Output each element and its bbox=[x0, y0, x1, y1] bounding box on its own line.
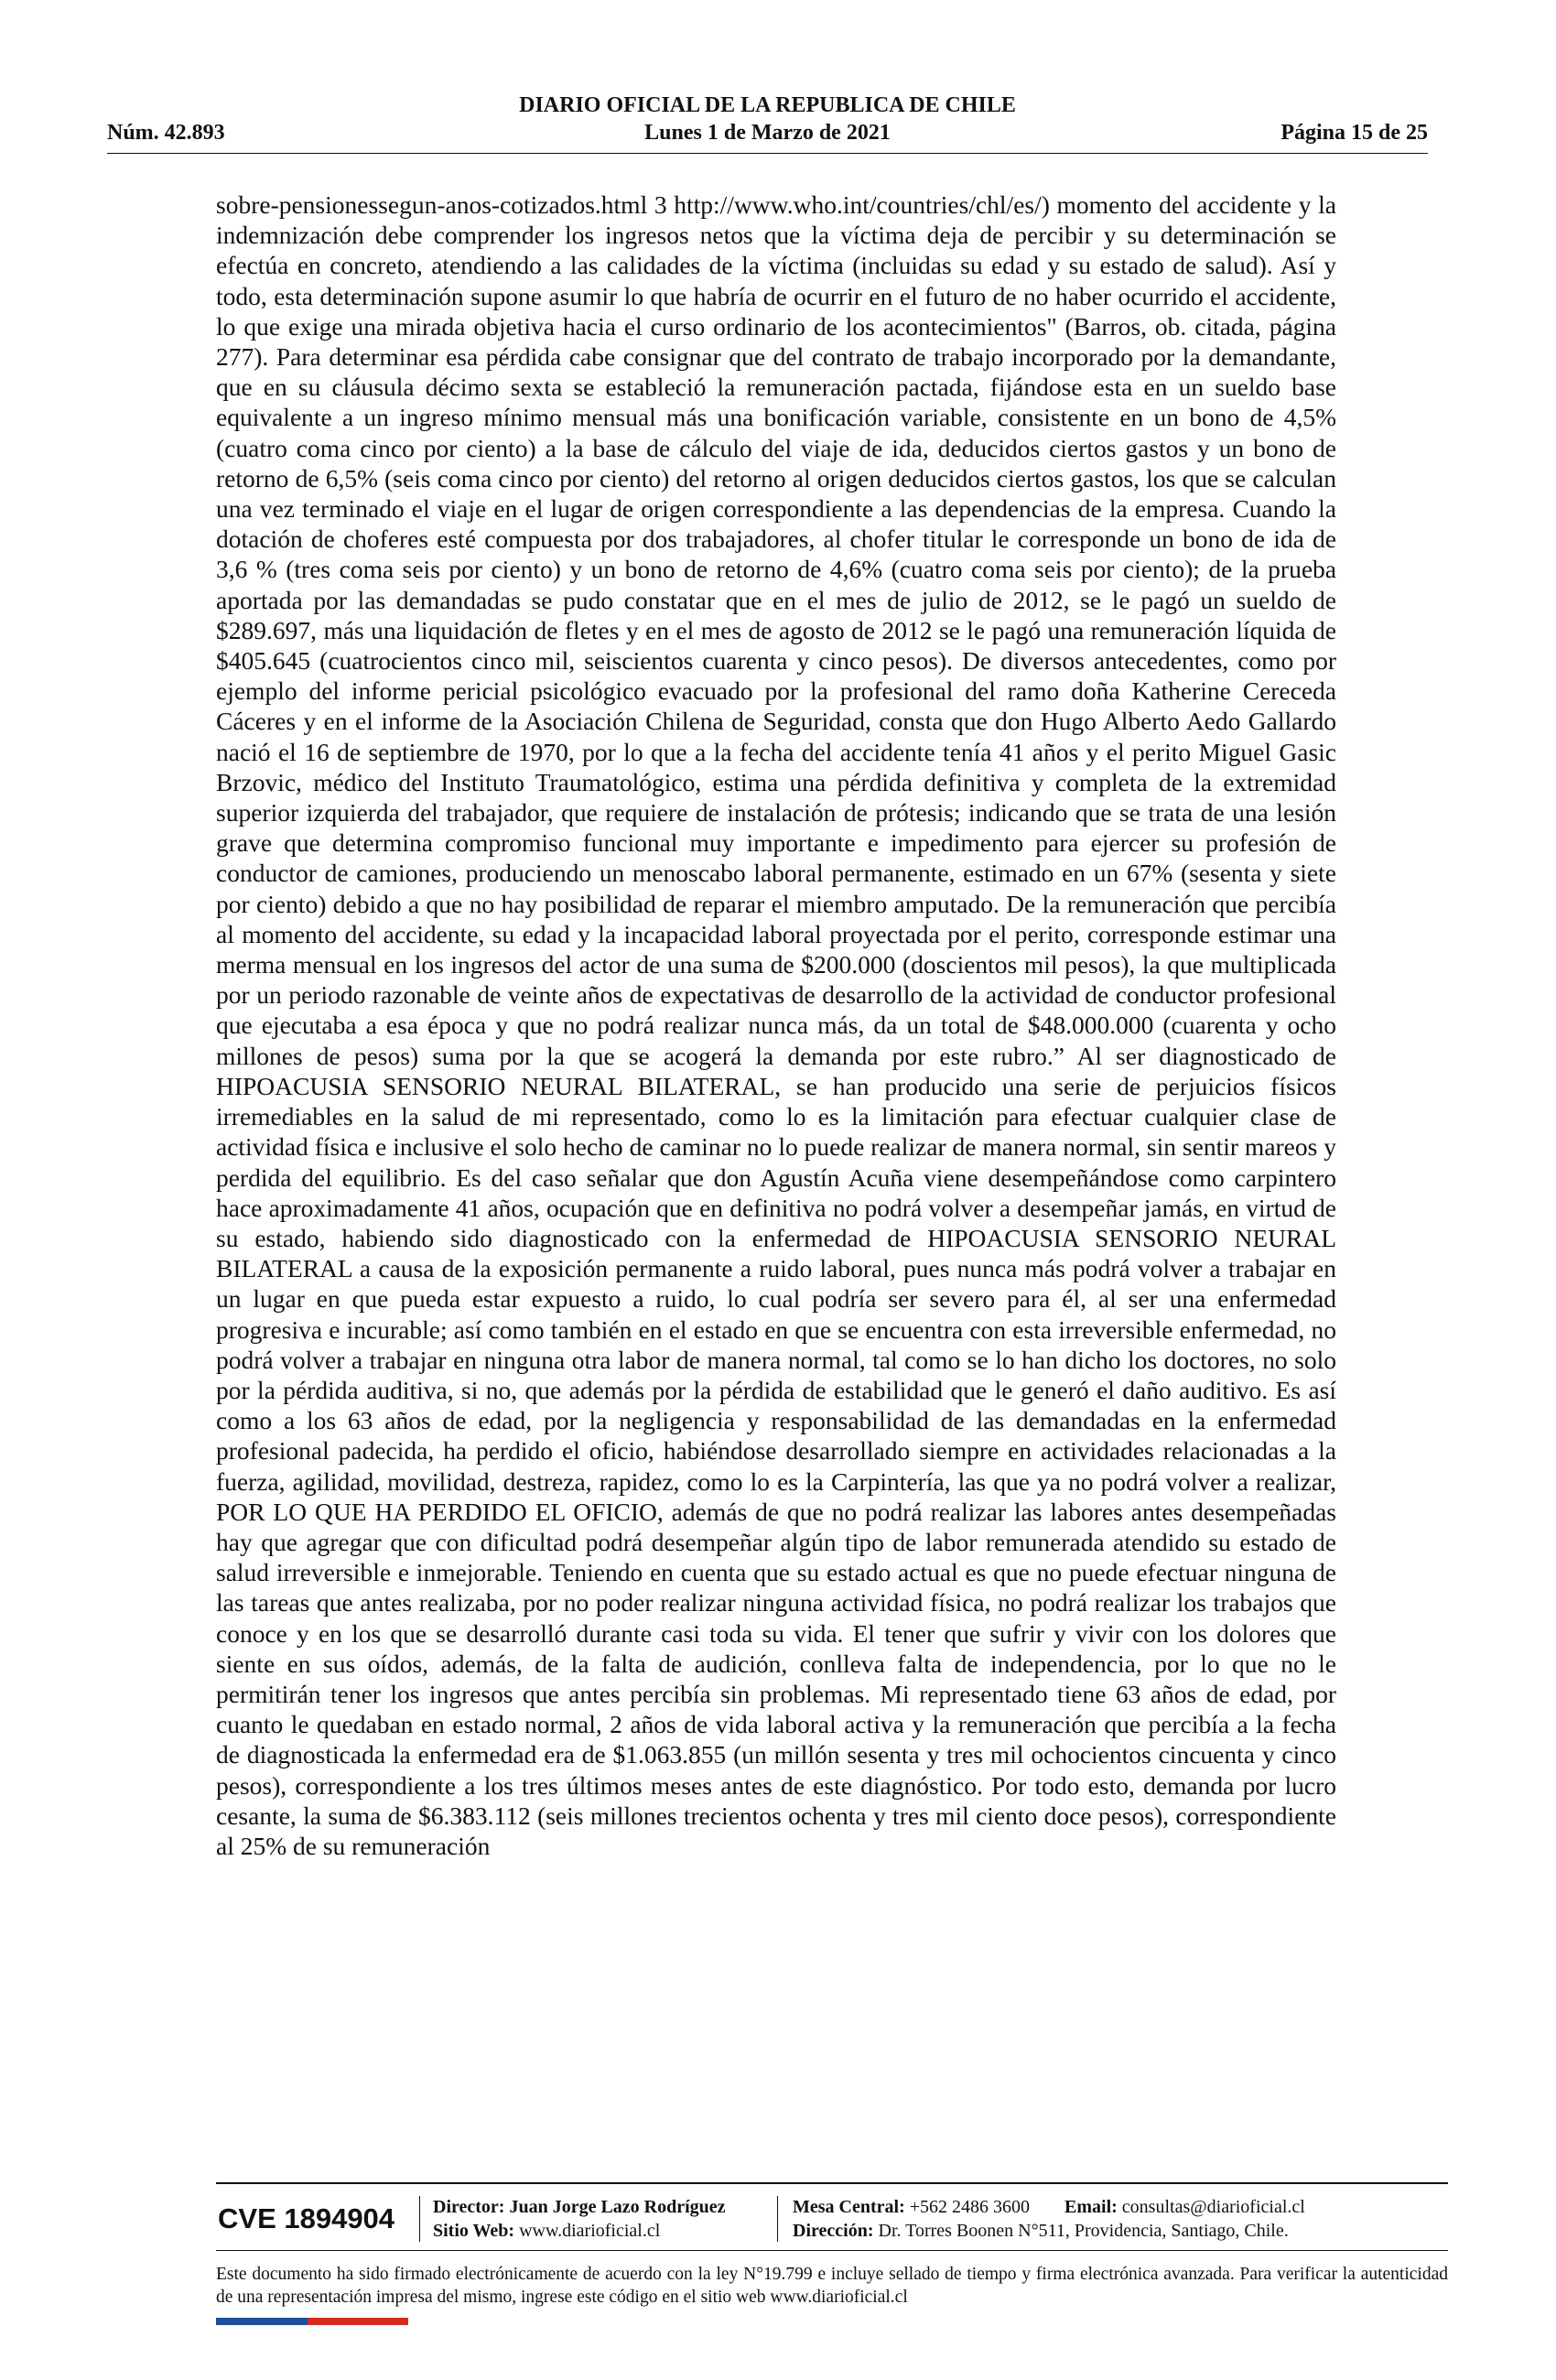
issue-number: Núm. 42.893 bbox=[107, 121, 225, 145]
footer-top-divider bbox=[216, 2182, 1448, 2184]
document-body bbox=[216, 189, 1336, 1861]
header-divider bbox=[107, 153, 1428, 154]
director-name: Juan Jorge Lazo Rodríguez bbox=[509, 2197, 726, 2217]
footer-director-block bbox=[420, 2195, 777, 2243]
address-text: Dr. Torres Boonen N°511, Providencia, Santiago, Chile. bbox=[878, 2221, 1289, 2241]
footer-contact-block bbox=[778, 2195, 1448, 2243]
website-link[interactable]: www.diarioficial.cl bbox=[519, 2221, 661, 2241]
cve-code: CVE 1894904 bbox=[218, 2202, 395, 2234]
legal-notice: Este documento ha sido firmado electrónicamente de acuerdo con la ley N°19.799 e incluye sellado de tiempo y firma electrónica avanzada. Para verificar la autenticidad de una representación impresa del mismo, ingrese este código en el sitio web www.diarioficial.cl bbox=[216, 2265, 1448, 2307]
address-label: Dirección: bbox=[793, 2221, 874, 2241]
flag-blue-segment bbox=[216, 2318, 308, 2325]
body-paragraph: sobre-pensionessegun-anos-cotizados.html 3 http://www.who.int/countries/chl/es/) momento del accidente y la indemnización debe comprender los ingresos netos que la víctima deja de percibir y su determinación se efectúa en concreto, atendiendo a las calidades de la víctima (incluidas su edad y su estado de salud). Así y todo, esta determinación supone asumir lo que habría de ocurrir en el futuro de no haber ocurrido el accidente, lo que exige una mirada objetiva hacia el curso ordinario de los acontecimientos" (Barros, ob. citada, página 277). Para determinar esa pérdida cabe consignar que del contrato de trabajo incorporado por la demandante, que en su cláusula décimo sexta se estableció la remuneración pactada, fijándose esta en un sueldo base equivalente a un ingreso mínimo mensual más una bonificación variable, consistente en un bono de 4,5% (cuatro coma cinco por ciento) a la base de cálculo del viaje de ida, deducidos ciertos gastos y un bono de retorno de 6,5% (seis coma cinco por ciento) del retorno al origen deducidos ciertos gastos, los que se calculan una vez terminado el viaje en el lugar de origen correspondiente a las dependencias de la empresa. Cuando la dotación de choferes esté compuesta por dos trabajadores, al chofer titular le corresponde un bono de ida de 3,6 % (tres coma seis por ciento) y un bono de retorno de 4,6% (cuatro coma seis por ciento); de la prueba aportada por las demandadas se pudo constatar que en el mes de julio de 2012, se le pagó un sueldo de $289.697, más una liquidación de fletes y en el mes de agosto de 2012 se le pagó una remuneración líquida de $405.645 (cuatrocientos cinco mil, seiscientos cuarenta y cinco pesos). De diversos antecedentes, como por ejemplo del informe pericial psicológico evacuado por la profesional del ramo doña Katherine Cereceda Cáceres y en el informe de la Asociación Chilena de Seguridad, consta que don Hugo Alberto Aedo Gallardo nació el 16 de septiembre de 1970, por lo que a la fecha del accidente tenía 41 años y el perito Miguel Gasic Brzovic, médico del Instituto Traumatológico, estima una pérdida definitiva y completa de la extremidad superior izquierda del trabajador, que requiere de instalación de prótesis; indicando que se trata de una lesión grave que determina compromiso funcional muy importante e impedimento para ejercer su profesión de conductor de camiones, produciendo un menoscabo laboral permanente, estimado en un 67% (sesenta y siete por ciento) debido a que no hay posibilidad de reparar el miembro amputado. De la remuneración que percibía al momento del accidente, su edad y la incapacidad laboral proyectada por el perito, corresponde estimar una merma mensual en los ingresos del actor de una suma de $200.000 (doscientos mil pesos), la que multiplicada por un periodo razonable de veinte años de expectativas de desarrollo de la actividad de conductor profesional que ejecutaba a esa época y que no podrá realizar nunca más, da un total de $48.000.000 (cuarenta y ocho millones de pesos) suma por la que se acogerá la demanda por este rubro.” Al ser diagnosticado de HIPOACUSIA SENSORIO NEURAL BILATERAL, se han producido una serie de perjuicios físicos irremediables en la salud de mi representado, como lo es la limitación para efectuar cualquier clase de actividad física e inclusive el solo hecho de caminar no lo puede realizar de manera normal, sin sentir mareos y perdida del equilibrio. Es del caso señalar que don Agustín Acuña viene desempeñándose como carpintero hace aproximadamente 41 años, ocupación que en definitiva no podrá volver a desempeñar jamás, en virtud de su estado, habiendo sido diagnosticado con la enfermedad de HIPOACUSIA SENSORIO NEURAL BILATERAL a causa de la exposición permanente a ruido laboral, pues nunca más podrá volver a trabajar en un lugar en que pueda estar expuesto a ruido, lo cual podría ser severo para él, al ser una enfermedad progresiva e incurable; así como también en el estado en que se encuentra con esta irreversible enfermedad, no podrá volver a trabajar en ninguna otra labor de manera normal, tal como se lo han dicho los doctores, no solo por la pérdida auditiva, si no, que además por la pérdida de estabilidad que le generó el daño auditivo. Es así como a los 63 años de edad, por la negligencia y responsabilidad de las demandadas en la enfermedad profesional padecida, ha perdido el oficio, habiéndose desarrollado siempre en actividades relacionadas a la fuerza, agilidad, movilidad, destreza, rapidez, como lo es la Carpintería, las que ya no podrá volver a realizar, POR LO QUE HA PERDIDO EL OFICIO, además de que no podrá realizar las labores antes desempeñadas hay que agregar que con dificultad podrá desempeñar algún tipo de labor remunerada atendido su estado de salud irreversible e inmejorable. Teniendo en cuenta que su estado actual es que no puede efectuar ninguna de las tareas que antes realizaba, por no poder realizar ninguna actividad física, no podrá realizar los trabajos que conoce y en los que se desarrolló durante casi toda su vida. El tener que sufrir y vivir con los dolores que siente en sus oídos, además, de la falta de audición, conlleva falta de independencia, por lo que no le permitirán tener los ingresos que antes percibía sin problemas. Mi representado tiene 63 años de edad, por cuanto le quedaban en estado normal, 2 años de vida laboral activa y la remuneración que percibía a la fecha de diagnosticada la enfermedad era de $1.063.855 (un millón sesenta y tres mil ochocientos cincuenta y cinco pesos), correspondiente a los tres últimos meses antes de este diagnóstico. Por todo esto, demanda por lucro cesante, la suma de $6.383.112 (seis millones trecientos ochenta y tres mil ciento doce pesos), correspondiente al 25% de su remuneración bbox=[216, 190, 1336, 1860]
page-header bbox=[107, 92, 1428, 146]
header-row bbox=[107, 119, 1428, 146]
website-label: Sitio Web: bbox=[433, 2221, 515, 2241]
phone-number: +562 2486 3600 bbox=[909, 2197, 1031, 2217]
publication-title: DIARIO OFICIAL DE LA REPUBLICA DE CHILE bbox=[519, 93, 1016, 117]
footer-bottom-divider bbox=[216, 2250, 1448, 2251]
issue-date: Lunes 1 de Marzo de 2021 bbox=[644, 121, 891, 145]
email-link[interactable]: consultas@diarioficial.cl bbox=[1121, 2197, 1305, 2217]
email-label: Email: bbox=[1064, 2197, 1118, 2217]
page-footer bbox=[216, 2186, 1448, 2252]
phone-label: Mesa Central: bbox=[793, 2197, 905, 2217]
flag-red-segment bbox=[308, 2318, 408, 2325]
chile-flag-bar bbox=[216, 2318, 408, 2325]
director-label: Director: bbox=[433, 2197, 505, 2217]
page-indicator: Página 15 de 25 bbox=[1280, 121, 1428, 145]
